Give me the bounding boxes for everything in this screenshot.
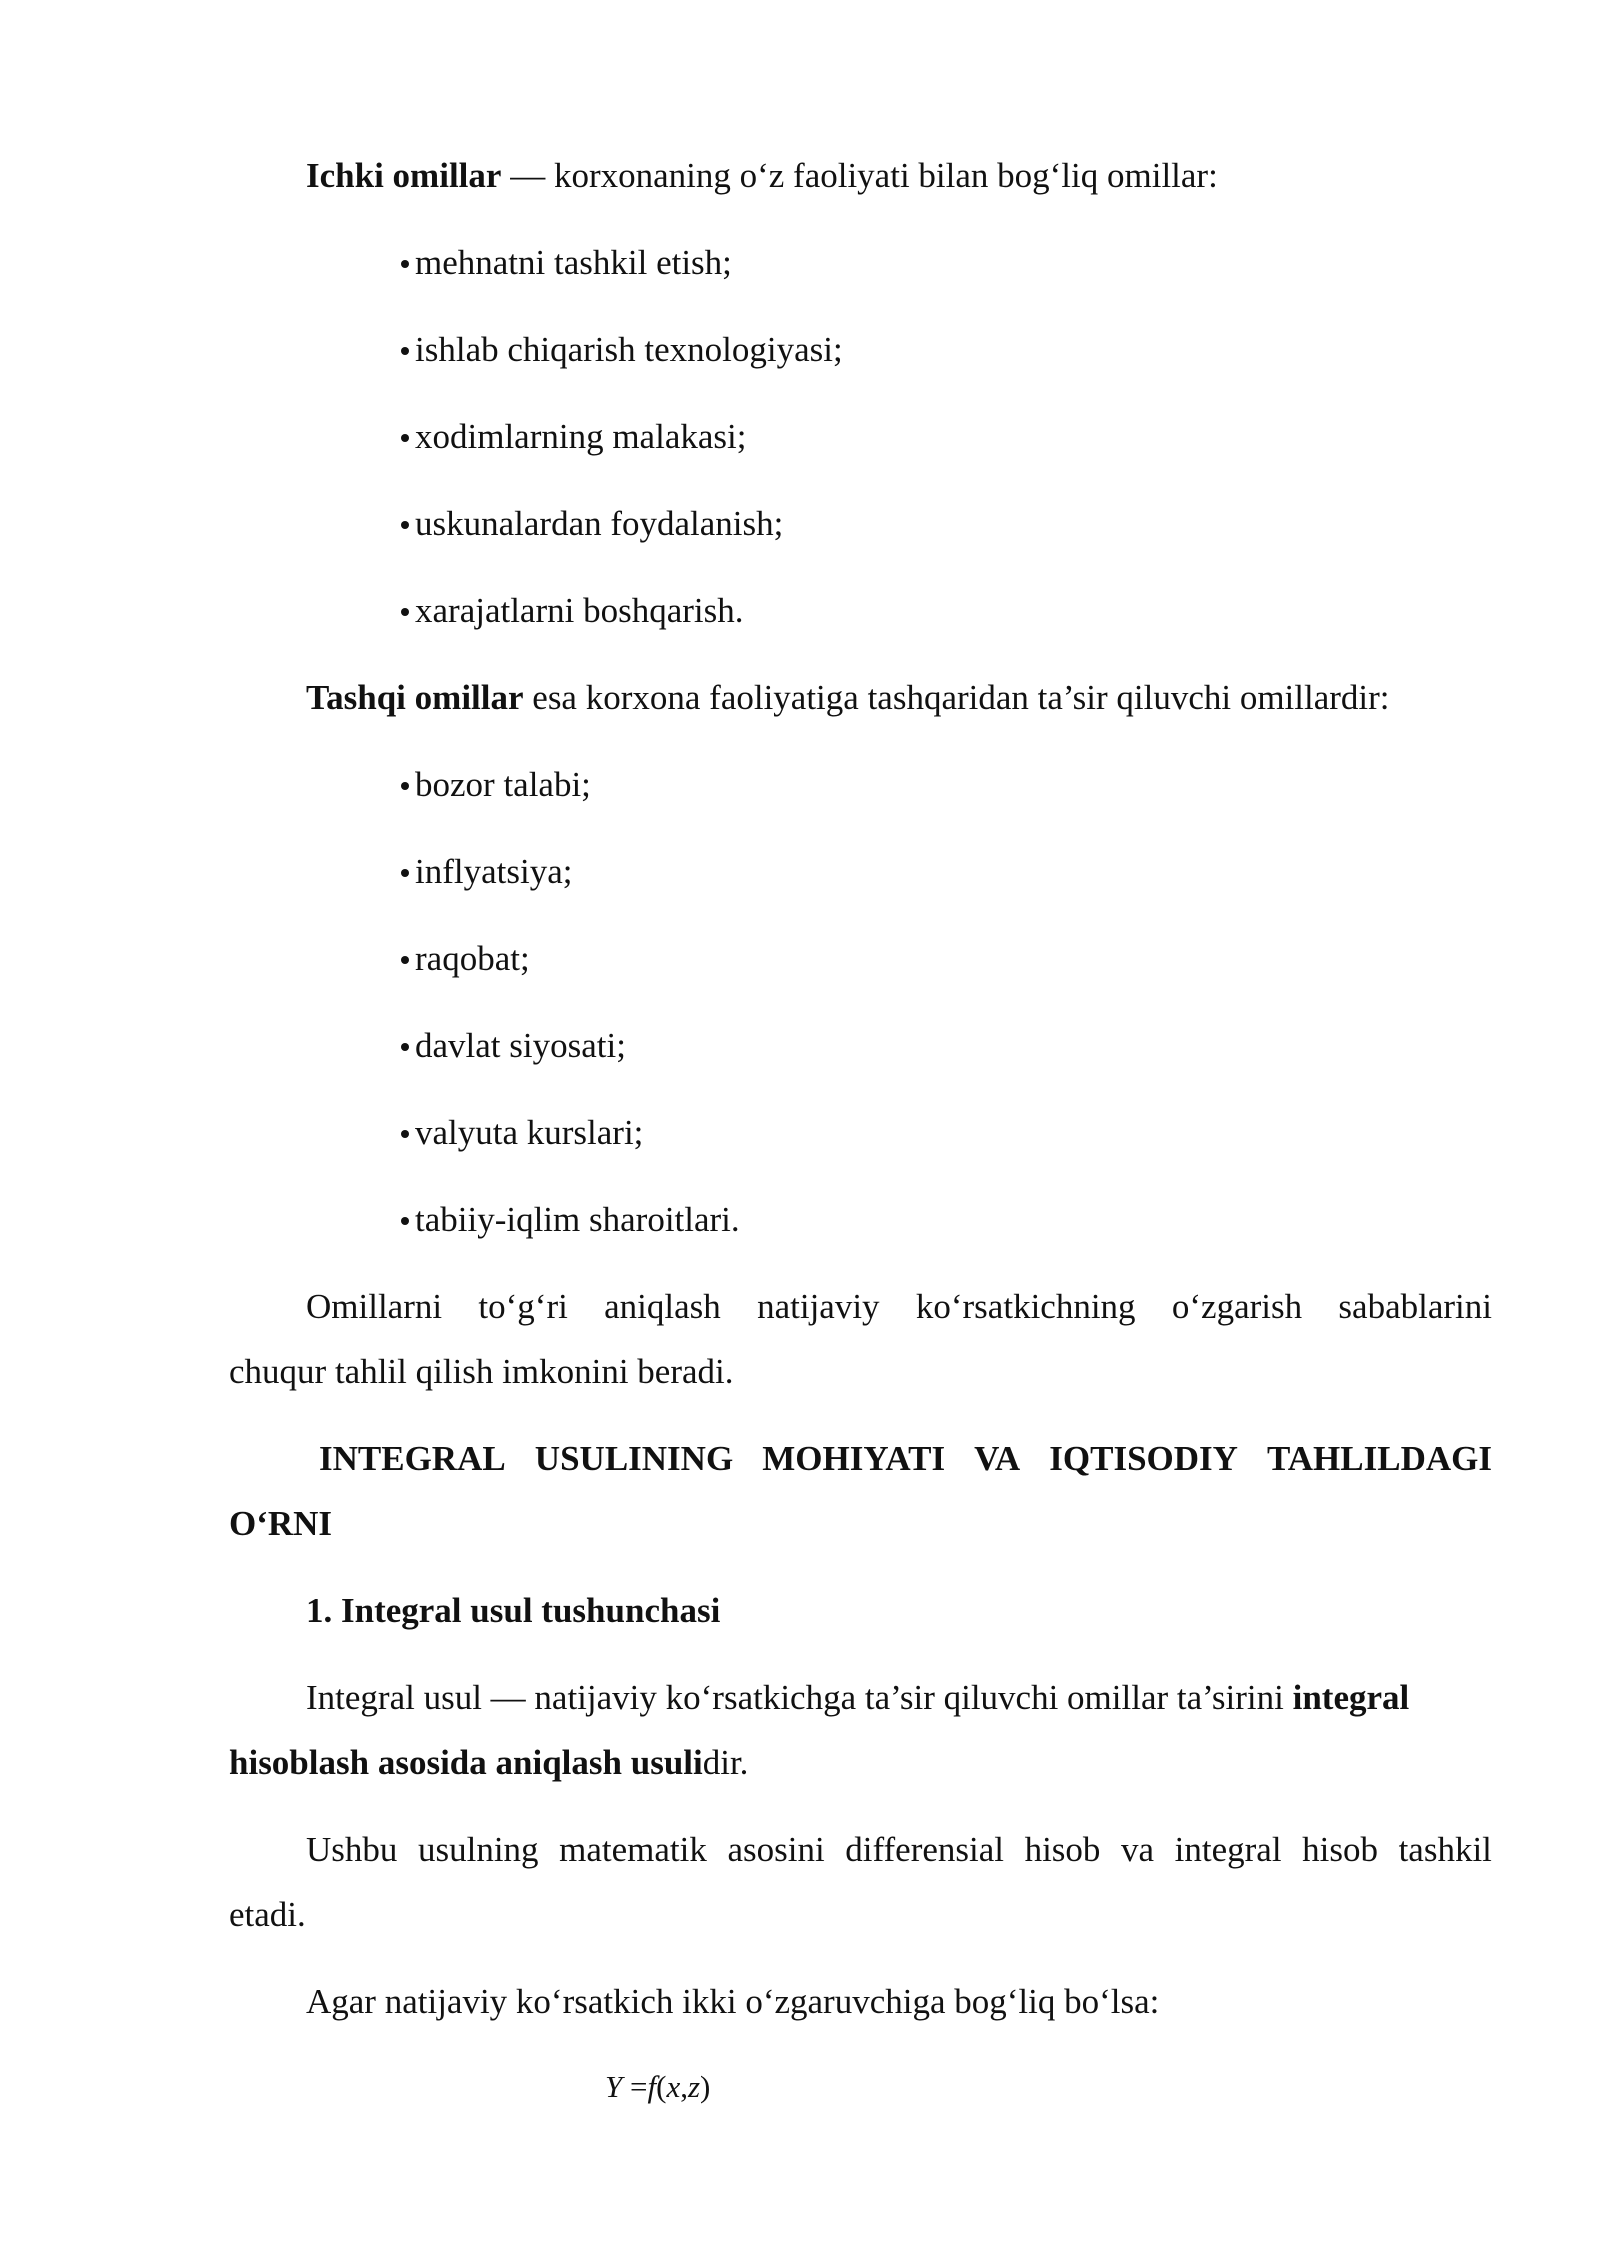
bullet-icon — [401, 521, 409, 529]
section-heading-line-1: INTEGRAL USULINING MOHIYATI VA IQTISODIY TAHLILDAGI — [319, 1439, 1492, 1478]
external-factors-intro — [306, 676, 1492, 720]
integral-definition-line-2: hisoblash asosida aniqlash usulidir. — [229, 1743, 749, 1782]
internal-factors-intro — [306, 154, 1492, 198]
math-basis-line-1: Ushbu usulning matematik asosini differensial hisob va integral hisob tashkil — [306, 1830, 1492, 1869]
list-item: uskunalardan foydalanish; — [401, 502, 783, 546]
list-item: ishlab chiqarish texnologiyasi; — [401, 328, 843, 372]
bullet-icon — [401, 434, 409, 442]
dependency-intro: Agar natijaviy ko‘rsatkich ikki o‘zgaruvchiga bog‘liq bo‘lsa: — [306, 1982, 1160, 2021]
bullet-icon — [401, 1130, 409, 1138]
list-item: davlat siyosati; — [401, 1024, 626, 1068]
list-item: inflyatsiya; — [401, 850, 572, 894]
bullet-icon — [401, 260, 409, 268]
list-item: raqobat; — [401, 937, 530, 981]
list-item: mehnatni tashkil etish; — [401, 241, 732, 285]
bullet-icon — [401, 608, 409, 616]
list-item: xarajatlarni boshqarish. — [401, 589, 744, 633]
list-item: bozor talabi; — [401, 763, 591, 807]
bullet-icon — [401, 782, 409, 790]
list-item: tabiiy-iqlim sharoitlari. — [401, 1198, 740, 1242]
subsection-heading: 1. Integral usul tushunchasi — [306, 1591, 721, 1630]
bullet-icon — [401, 956, 409, 964]
external-factors-term: Tashqi omillar — [306, 678, 524, 717]
section-heading-line-2: O‘RNI — [229, 1504, 333, 1543]
bullet-icon — [401, 1043, 409, 1051]
formula: Y =f(x,z) — [605, 2069, 711, 2104]
bullet-icon — [401, 347, 409, 355]
list-item: valyuta kurslari; — [401, 1111, 643, 1155]
bullet-icon — [401, 1217, 409, 1225]
integral-definition-line-1: Integral usul — natijaviy ko‘rsatkichga ta’sir qiluvchi omillar ta’sirini integral — [306, 1678, 1410, 1717]
factors-conclusion-line-2: chuqur tahlil qilish imkonini beradi. — [229, 1352, 734, 1391]
internal-factors-definition: — korxonaning o‘z faoliyati bilan bog‘liq omillar: — [501, 156, 1218, 195]
factors-conclusion-line-1: Omillarni to‘g‘ri aniqlash natijaviy ko‘rsatkichning o‘zgarish sabablarini — [306, 1287, 1492, 1326]
external-factors-definition: esa korxona faoliyatiga tashqaridan ta’sir qiluvchi omillardir: — [523, 678, 1390, 717]
math-basis-line-2: etadi. — [229, 1895, 306, 1934]
internal-factors-term: Ichki omillar — [306, 156, 502, 195]
bullet-icon — [401, 869, 409, 877]
list-item: xodimlarning malakasi; — [401, 415, 746, 459]
